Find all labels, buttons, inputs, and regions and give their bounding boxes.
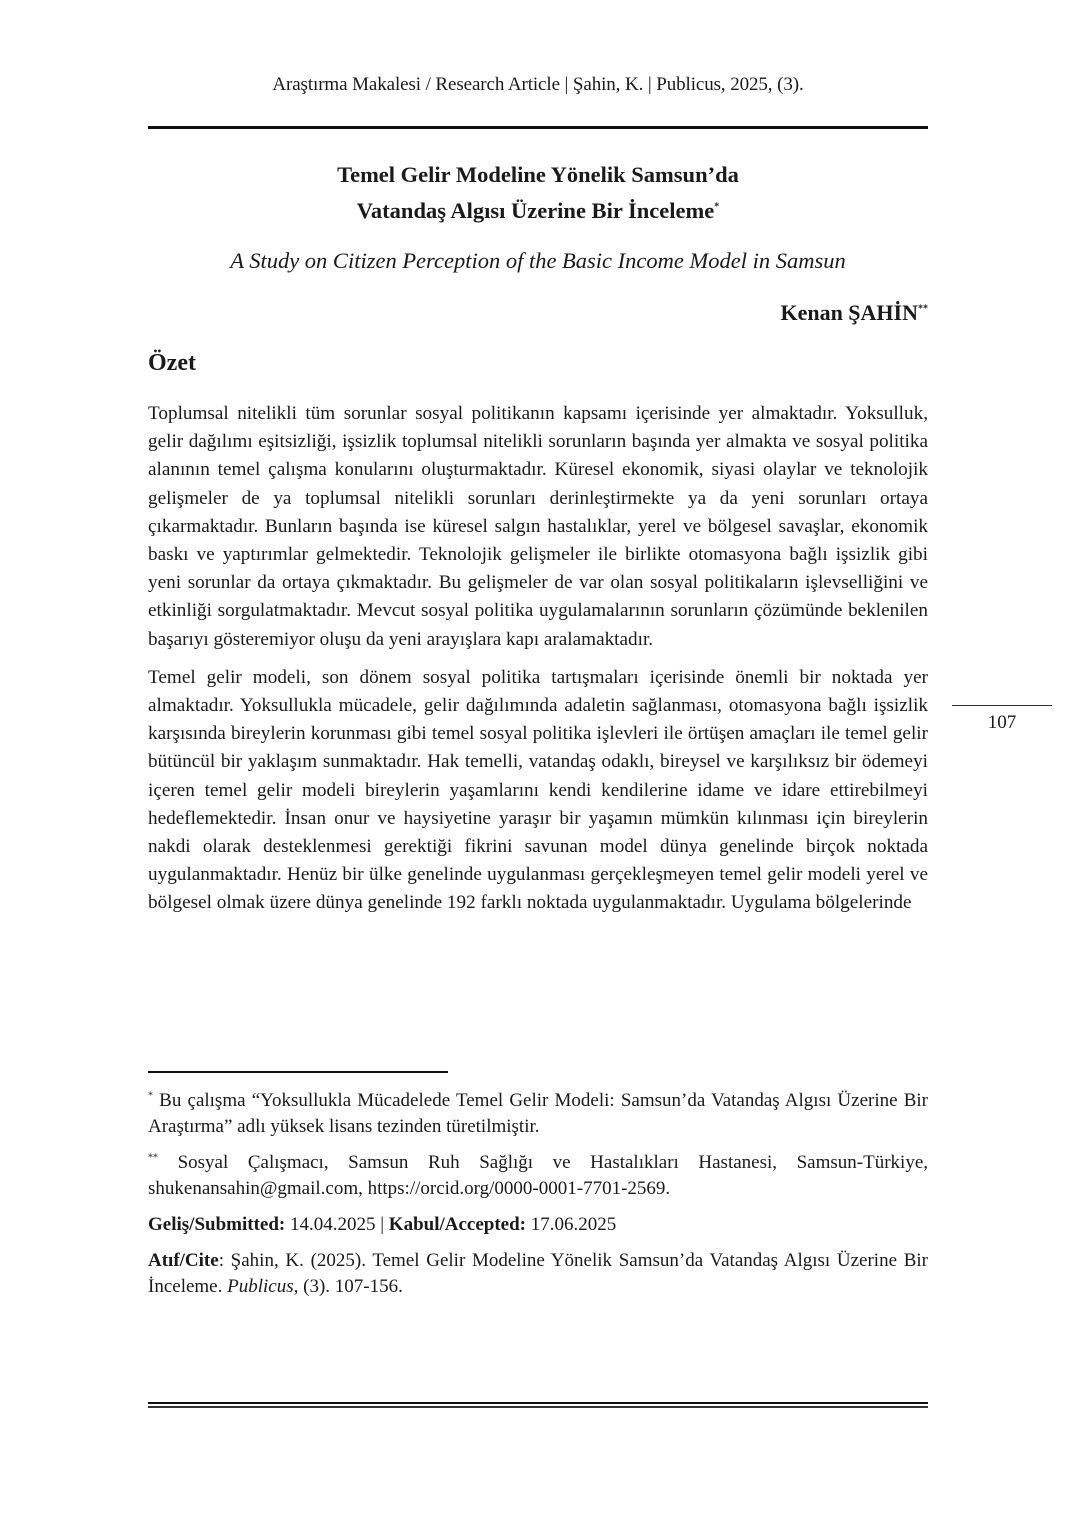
accepted-date: 17.06.2025 <box>530 1214 617 1235</box>
submitted-date: 14.04.2025 <box>289 1214 376 1235</box>
footnote-1-mark: * <box>148 1090 153 1102</box>
citation-label: Atıf/Cite <box>148 1250 219 1271</box>
footnotes <box>148 1088 928 1310</box>
footnote-1 <box>148 1088 928 1140</box>
accepted-label: Kabul/Accepted: <box>388 1214 527 1235</box>
citation-text-end: , (3). 107-156. <box>293 1276 403 1297</box>
footer-double-rule <box>148 1402 928 1408</box>
author <box>148 300 928 326</box>
title-line-2-text: Vatandaş Algısı Üzerine Bir İnceleme <box>356 198 715 223</box>
footnote-2-mark: ** <box>148 1152 158 1164</box>
date-separator: | <box>380 1214 385 1235</box>
citation <box>148 1248 928 1300</box>
footnote-2-text: Sosyal Çalışmacı, Samsun Ruh Sağlığı ve Hastalıkları Hastanesi, Samsun-Türkiye, shukenansahin@gmail.com, https://orcid.org/0000-0001-7701-2569. <box>148 1152 928 1199</box>
footnote-2 <box>148 1150 928 1202</box>
submission-dates <box>148 1212 928 1238</box>
abstract-heading: Özet <box>148 350 196 376</box>
citation-journal: Publicus <box>227 1276 294 1297</box>
title-line-1: Temel Gelir Modeline Yönelik Samsun’da <box>337 162 739 187</box>
abstract-body <box>148 400 928 928</box>
author-footnote-mark[interactable]: ** <box>918 303 928 315</box>
citation-text: : Şahin, K. (2025). Temel Gelir Modeline Yönelik Samsun’da Vatandaş Algısı Üzerine Bir İnceleme. <box>148 1250 928 1297</box>
english-title: A Study on Citizen Perception of the Basic Income Model in Samsun <box>230 248 846 273</box>
footnote-1-text: Bu çalışma “Yoksullukla Mücadelede Temel Gelir Modeli: Samsun’da Vatandaş Algısı Üzerine Bir Araştırma” adlı yüksek lisans tezinden türetilmiştir. <box>148 1090 928 1137</box>
abstract-paragraph-1: Toplumsal nitelikli tüm sorunlar sosyal politikanın kapsamı içerisinde yer almaktadır. Yoksulluk, gelir dağılımı eşitsizliği, işsizlik toplumsal nitelikli sorunların başında yer almakta ve sosyal politika alanının temel çalışma konularını oluşturmaktadır. Küresel ekonomik, siyasi olaylar ve teknolojik gelişmeler de ya toplumsal nitelikli sorunları derinleştirmekte ya da yeni sorunları ortaya çıkarmaktadır. Bunların başında ise küresel salgın hastalıklar, yerel ve bölgesel savaşlar, ekonomik baskı ve yaptırımlar gelmektedir. Teknolojik gelişmeler ile birlikte otomasyona bağlı işsizlik gibi yeni sorunlar da ortaya çıkmaktadır. Bu gelişmeler de var olan sosyal politikaların işlevselliğini ve etkinliği sorgulatmaktadır. Mevcut sosyal politika uygulamalarının sorunların çözümünde beklenilen başarıyı gösteremiyor oluşu da yeni arayışlara kapı aralamaktadır. <box>148 403 928 650</box>
article-title <box>148 157 928 229</box>
title-footnote-mark[interactable]: * <box>714 201 720 213</box>
submitted-label: Geliş/Submitted: <box>148 1214 286 1235</box>
header-rule <box>148 126 928 129</box>
running-header: Araştırma Makalesi / Research Article | Şahin, K. | Publicus, 2025, (3). <box>272 74 804 95</box>
abstract-paragraph-2: Temel gelir modeli, son dönem sosyal politika tartışmaları içerisinde önemli bir noktada yer almaktadır. Yoksullukla mücadele, gelir dağılımında adaletin sağlanması, otomasyona bağlı işsizlik karşısında bireylerin korunması gibi temel sosyal politika işlevleri ile örtüşen amaçları ile temel gelir bütüncül bir yaklaşım sunmaktadır. Hak temelli, vatandaş odaklı, bireysel ve karşılıksız bir ödemeyi içeren temel gelir modeli bireylerin yaşamlarını kendi kendilerine idame ve idare ettirebilmeyi hedeflemektedir. İnsan onur ve haysiyetine yaraşır bir yaşamın mümkün kılınması için bireylerin nakdi olarak desteklenmesi gerektiği fikrini savunan model dünya genelinde birçok noktada uygulanmaktadır. Henüz bir ülke genelinde uygulanması gerçekleşmeyen temel gelir modeli yerel ve bölgesel olmak üzere dünya genelinde 192 farklı noktada uygulanmaktadır. Uygulama bölgelerinde <box>148 666 928 914</box>
footnote-separator <box>148 1071 448 1073</box>
page-number-rule <box>952 705 1052 706</box>
title-line-2 <box>148 193 928 229</box>
author-name: Kenan ŞAHİN <box>780 300 918 325</box>
page-number: 107 <box>987 712 1017 733</box>
